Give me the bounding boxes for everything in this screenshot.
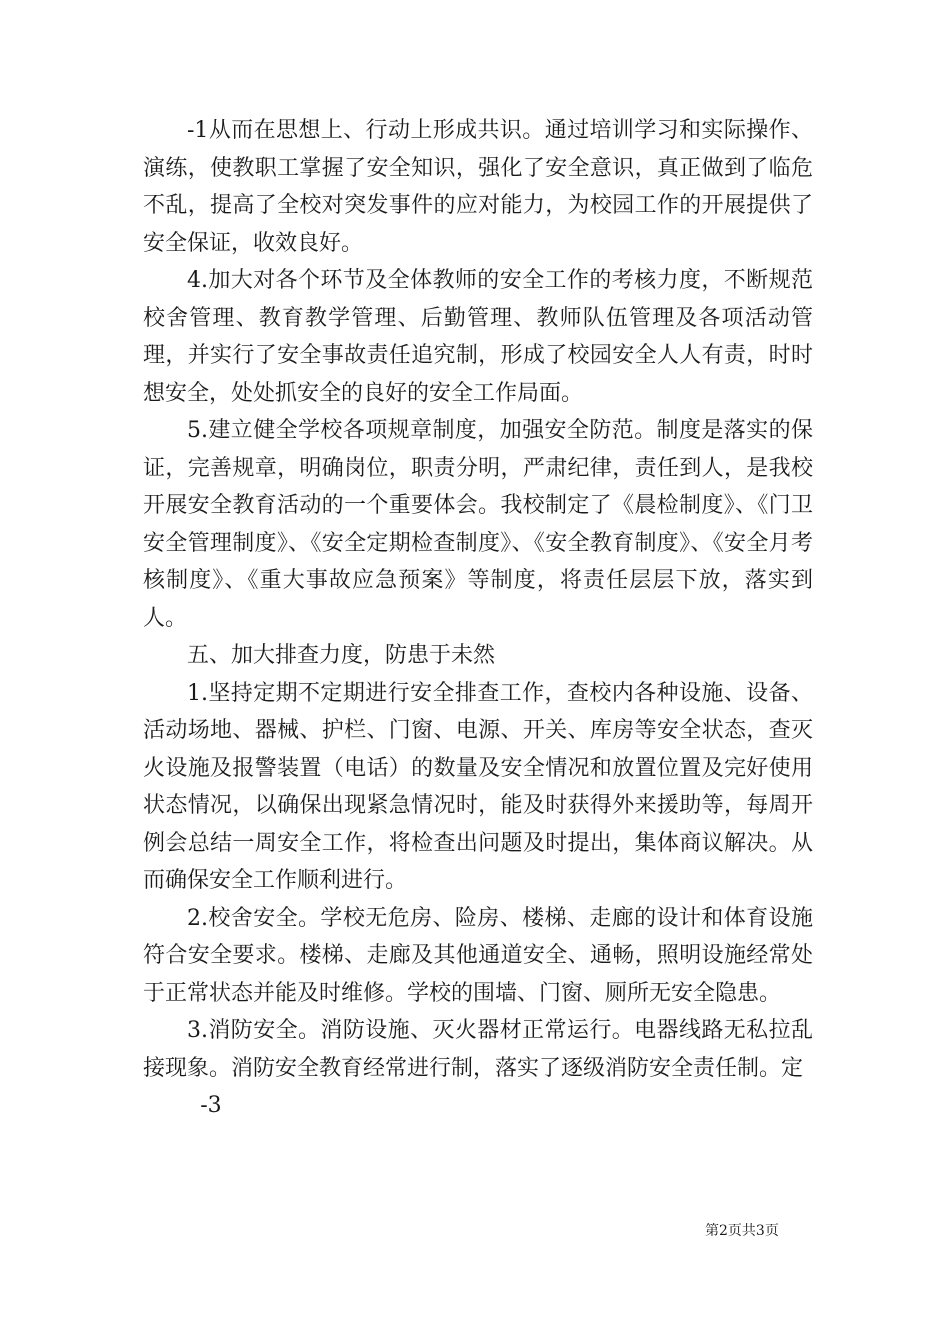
paragraph-item-3: 3.消防安全。消防设施、灭火器材正常运行。电器线路无私拉乱接现象。消防安全教育经常进行制，落实了逐级消防安全责任制。定 <box>143 1018 813 1081</box>
paragraph-item-2: 2.校舍安全。学校无危房、险房、楼梯、走廊的设计和体育设施符合安全要求。楼梯、走廊及其他通道安全、通畅，照明设施经常处于正常状态并能及时维修。学校的围墙、门窗、厕所无安全隐患。 <box>143 905 813 1006</box>
inline-page-marker: -3 <box>200 1093 222 1118</box>
paragraph-continuation: -1从而在思想上、行动上形成共识。通过培训学习和实际操作、演练，使教职工掌握了安全知识，强化了安全意识，真正做到了临危不乱，提高了全校对突发事件的应对能力，为校园工作的开展提供了安全保证，收效良好。 <box>143 118 813 256</box>
document-body <box>143 112 813 1125</box>
paragraph-item-5: 5.建立健全学校各项规章制度，加强安全防范。制度是落实的保证，完善规章，明确岗位，职责分明，严肃纪律，责任到人，是我校开展安全教育活动的一个重要体会。我校制定了《晨检制度》、《门卫安全管理制度》、《安全定期检查制度》、《安全教育制度》、《安全月考核制度》、《重大事故应急预案》等制度，将责任层层下放，落实到人。 <box>143 418 813 631</box>
paragraph-item-4: 4.加大对各个环节及全体教师的安全工作的考核力度，不断规范校舍管理、教育教学管理、后勤管理、教师队伍管理及各项活动管理，并实行了安全事故责任追究制，形成了校园安全人人有责，时时想安全，处处抓安全的良好的安全工作局面。 <box>143 268 813 406</box>
page-footer: 第2页共3页 <box>705 1223 779 1239</box>
section-heading-5: 五、加大排查力度，防患于未然 <box>187 643 496 668</box>
paragraph-item-1: 1.坚持定期不定期进行安全排查工作，查校内各种设施、设备、活动场地、器械、护栏、门窗、电源、开关、库房等安全状态，查灭火设施及报警装置（电话）的数量及安全情况和放置位置及完好使用状态情况，以确保出现紧急情况时，能及时获得外来援助等，每周开例会总结一周安全工作，将检查出问题及时提出，集体商议解决。从而确保安全工作顺利进行。 <box>143 680 813 893</box>
